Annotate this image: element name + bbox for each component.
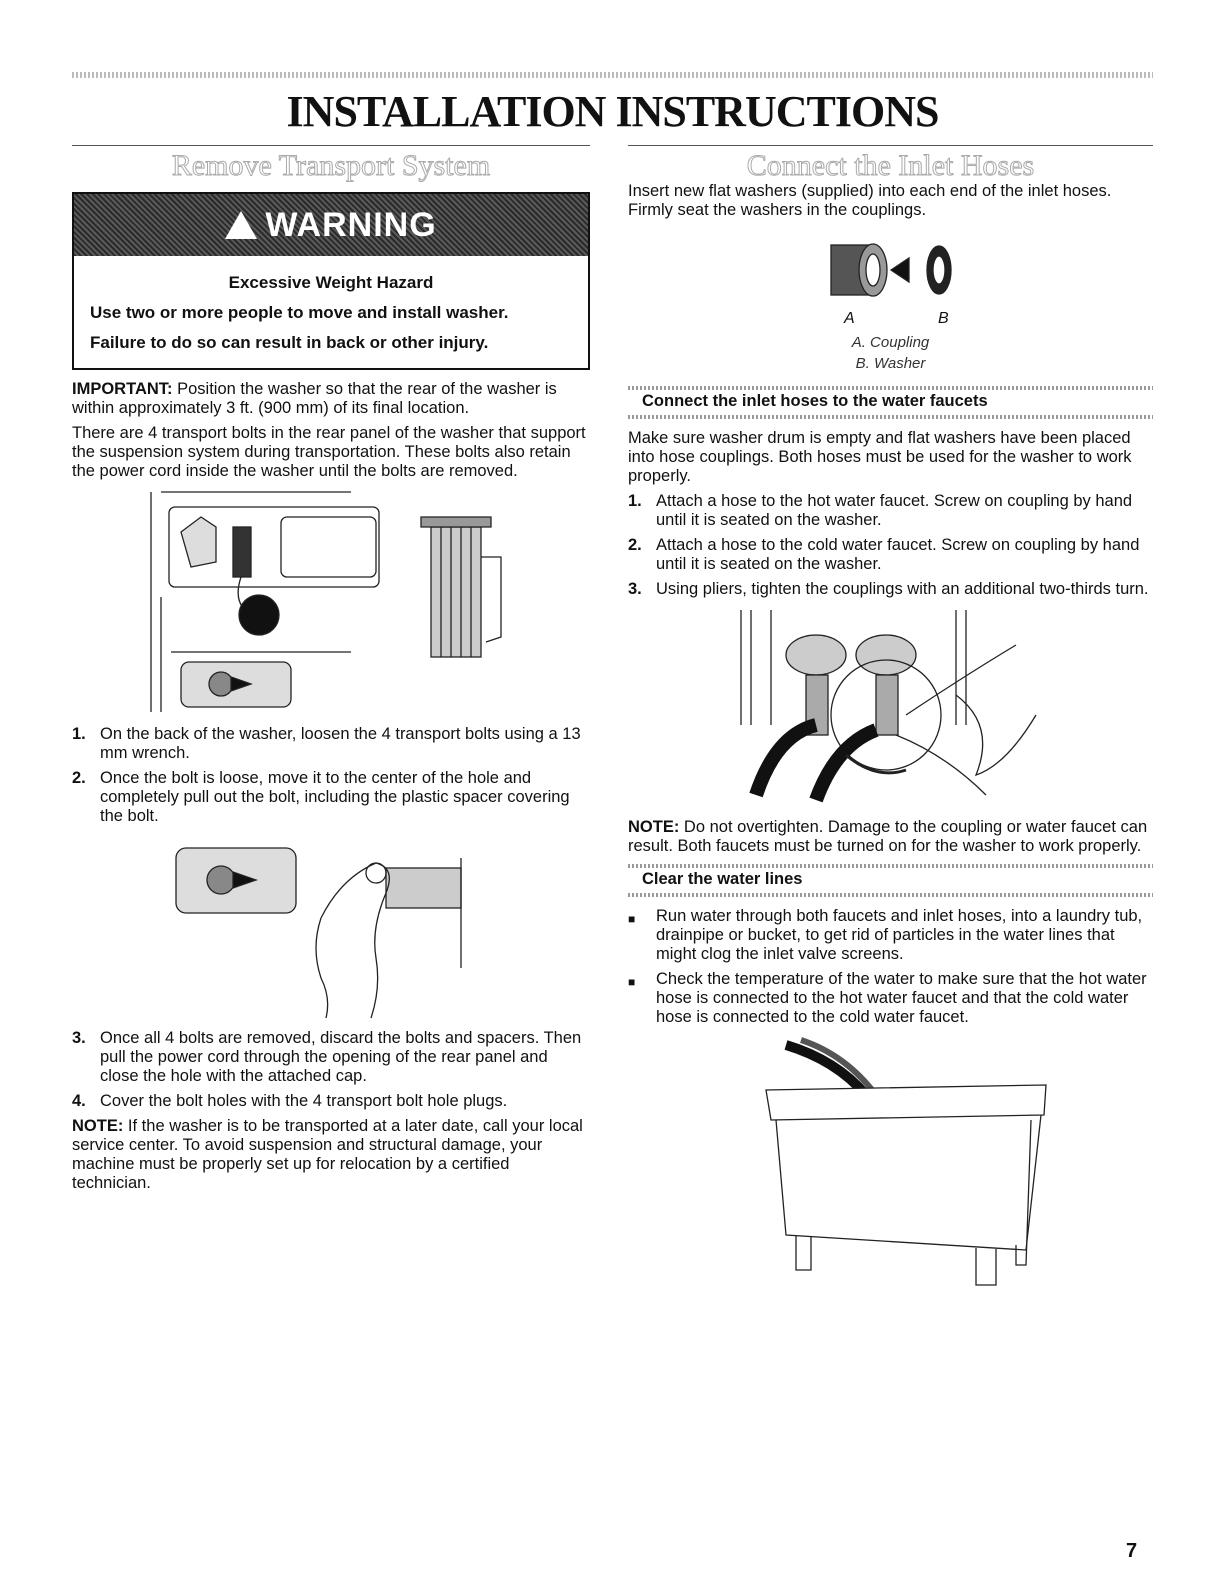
transport-note: NOTE: If the washer is to be transported at a later date, call your local service center. To avoid suspension and structural damage, your machine must be properly set up for relocation by a certified technician. xyxy=(72,1117,583,1192)
faucet-steps xyxy=(628,492,1153,599)
top-hatched-bar xyxy=(72,72,1153,78)
clear-lines-bullets xyxy=(628,907,1153,1027)
left-column xyxy=(72,145,590,1199)
rear-panel-illustration xyxy=(141,487,521,717)
list-item: 2. Attach a hose to the cold water faucet. Screw on coupling by hand until it is seated on the washer. xyxy=(628,536,1140,573)
caption-washer: B. Washer xyxy=(855,355,926,372)
warning-hazard: Excessive Weight Hazard xyxy=(228,273,434,292)
important-paragraph xyxy=(72,380,590,418)
warning-triangle-icon xyxy=(225,211,257,239)
important-text: Position the washer so that the rear of the washer is within approximately 3 ft. (900 mm) of its final location. xyxy=(72,380,557,417)
section-rule xyxy=(628,145,1153,146)
warning-body xyxy=(74,256,588,368)
inlet-hoses-intro: Insert new flat washers (supplied) into each end of the inlet hoses. Firmly seat the washers in the couplings. xyxy=(628,182,1112,219)
note-label: NOTE: xyxy=(72,1117,124,1135)
section-title-connect-hoses: Connect the Inlet Hoses xyxy=(746,149,1035,182)
coupling-washer-illustration xyxy=(791,230,991,310)
bolt-removal-illustration xyxy=(171,838,491,1023)
figure-label-b: B xyxy=(938,310,949,327)
important-label: IMPORTANT: xyxy=(72,380,173,398)
list-item: 1. On the back of the washer, loosen the 4 transport bolts using a 13 mm wrench. xyxy=(72,725,581,762)
subheading-clear-lines: Clear the water lines xyxy=(628,864,1153,897)
laundry-tub-illustration xyxy=(726,1035,1056,1290)
warning-header xyxy=(74,194,588,256)
warning-line-2: Failure to do so can result in back or other injury. xyxy=(90,333,489,352)
warning-label: WARNING xyxy=(265,205,437,244)
transport-steps-1-2 xyxy=(72,725,590,826)
warning-line-1: Use two or more people to move and install washer. xyxy=(90,303,509,322)
transport-steps-3-4 xyxy=(72,1029,590,1111)
figure-labels xyxy=(628,310,1153,332)
figure-label-a: A xyxy=(844,310,855,327)
list-item: 3. Once all 4 bolts are removed, discard the bolts and spacers. Then pull the power cord through the opening of the rear panel and close the hole with the attached cap. xyxy=(72,1029,582,1085)
faucets-note: NOTE: Do not overtighten. Damage to the coupling or water faucet can result. Both faucets must be turned on for the washer to work properly. xyxy=(628,818,1148,855)
warning-box xyxy=(72,192,590,370)
caption-coupling: A. Coupling xyxy=(851,334,930,351)
section-rule xyxy=(72,145,590,146)
list-item: 3. Using pliers, tighten the couplings with an additional two-thirds turn. xyxy=(628,580,1149,598)
list-item: 2. Once the bolt is loose, move it to the center of the hole and completely pull out the bolt, including the plastic spacer covering the bolt. xyxy=(72,769,570,825)
list-item: 4. Cover the bolt holes with the 4 transport bolt hole plugs. xyxy=(72,1092,508,1110)
subheading-connect-faucets: Connect the inlet hoses to the water faucets xyxy=(628,386,1153,419)
note-label: NOTE: xyxy=(628,818,680,836)
list-item: ■ Run water through both faucets and inlet hoses, into a laundry tub, drainpipe or bucket, to get rid of particles in the water lines that might clog the inlet valve screens. xyxy=(628,907,1143,963)
pliers-faucet-illustration xyxy=(726,605,1056,810)
page-number: 7 xyxy=(1126,1540,1138,1562)
section-title-remove-transport: Remove Transport System xyxy=(171,149,491,182)
right-column xyxy=(628,145,1153,1290)
list-item: 1. Attach a hose to the hot water faucet. Screw on coupling by hand until it is seated on the washer. xyxy=(628,492,1133,529)
page-title: INSTALLATION INSTRUCTIONS xyxy=(286,87,939,136)
list-item: ■ Check the temperature of the water to make sure that the hot water hose is connected to the hot water faucet and that the cold water hose is connected to the cold water faucet. xyxy=(628,970,1147,1026)
transport-bolts-intro: There are 4 transport bolts in the rear panel of the washer that support the suspension system during transportation. These bolts also retain the power cord inside the washer until the bolts are removed. xyxy=(72,424,586,480)
faucets-intro: Make sure washer drum is empty and flat washers have been placed into hose couplings. Both hoses must be used for the washer to work properly. xyxy=(628,429,1132,485)
